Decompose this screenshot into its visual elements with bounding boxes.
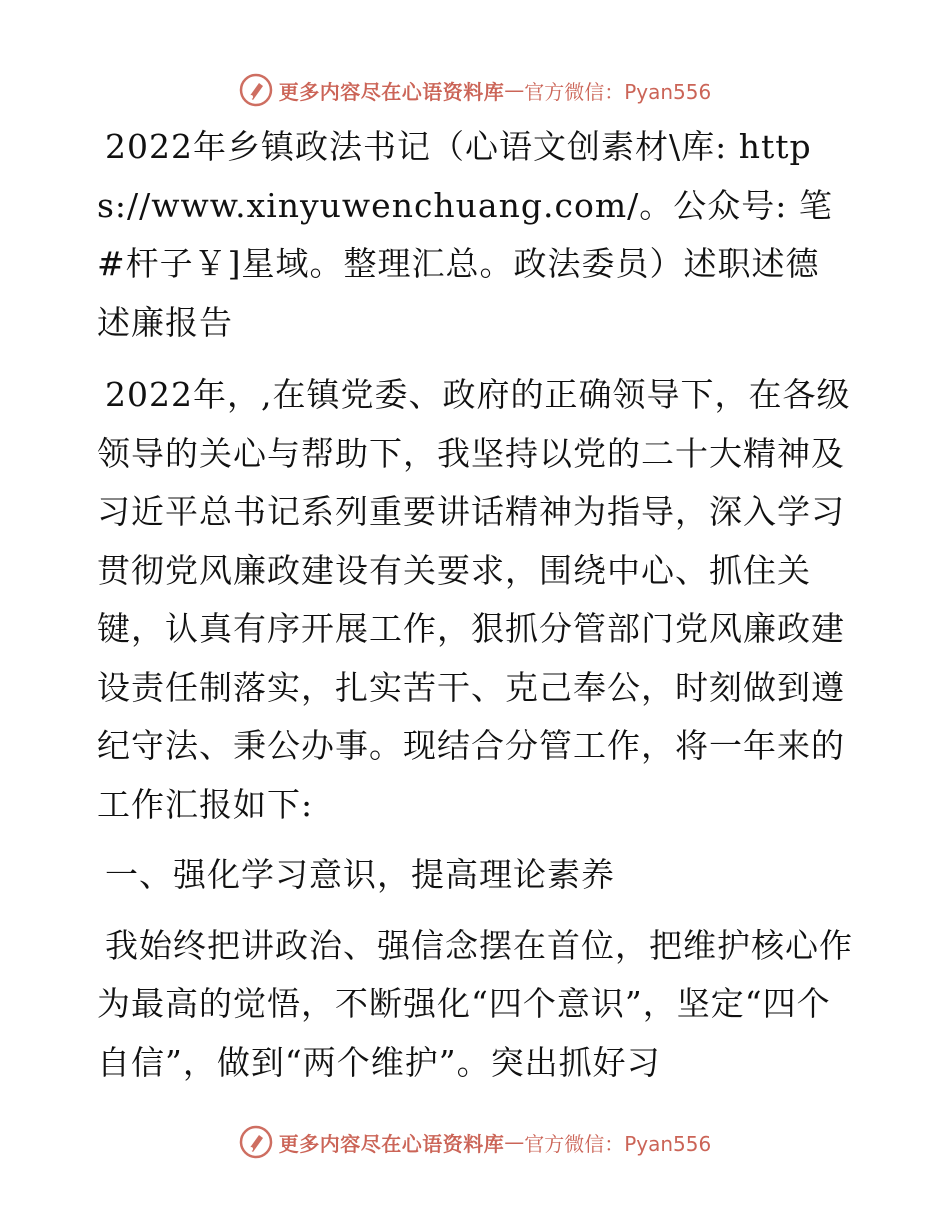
pen-nib-logo-icon (239, 73, 273, 107)
watermark-contact-text: 官方微信：Pyan556 (524, 1131, 712, 1156)
watermark-brand-text: 更多内容尽在心语资料库 (278, 79, 505, 104)
body-paragraph-1: 2022年，,在镇党委、政府的正确领导下，在各级领导的关心与帮助下，我坚持以党的二十大精神及习近平总书记系列重要讲话精神为指导，深入学习贯彻党风廉政建设有关要求，围绕中心、抓住关键，认真有序开展工作，狠抓分管部门党风廉政建设责任制落实，扎实苦干、克己奉公，时刻做到遵纪守法、秉公办事。现结合分管工作，将一年来的工作汇报如下: (97, 375, 851, 824)
watermark-brand-text: 更多内容尽在心语资料库 (278, 1131, 505, 1156)
document-body (97, 118, 853, 1104)
body-paragraph-2: 我始终把讲政治、强信念摆在首位，把维护核心作为最高的觉悟，不断强化“四个意识”，坚定“四个自信”，做到“两个维护”。突出抓好习 (97, 925, 853, 1082)
footer-watermark (0, 1122, 950, 1162)
section-heading-1: 一、强化学习意识，提高理论素养 (105, 855, 615, 894)
pen-nib-logo-icon (239, 1125, 273, 1159)
header-watermark (0, 70, 950, 110)
watermark-contact-text: 官方微信：Pyan556 (524, 79, 712, 104)
watermark-separator: — (504, 1130, 525, 1154)
document-title: 2022年乡镇政法书记（心语文创素材\库: https://www.xinyuwenchuang.com/。公众号: 笔#杆子￥]星域。整理汇总。政法委员）述职述德述廉报告 (97, 127, 833, 342)
watermark-separator: — (504, 78, 525, 102)
